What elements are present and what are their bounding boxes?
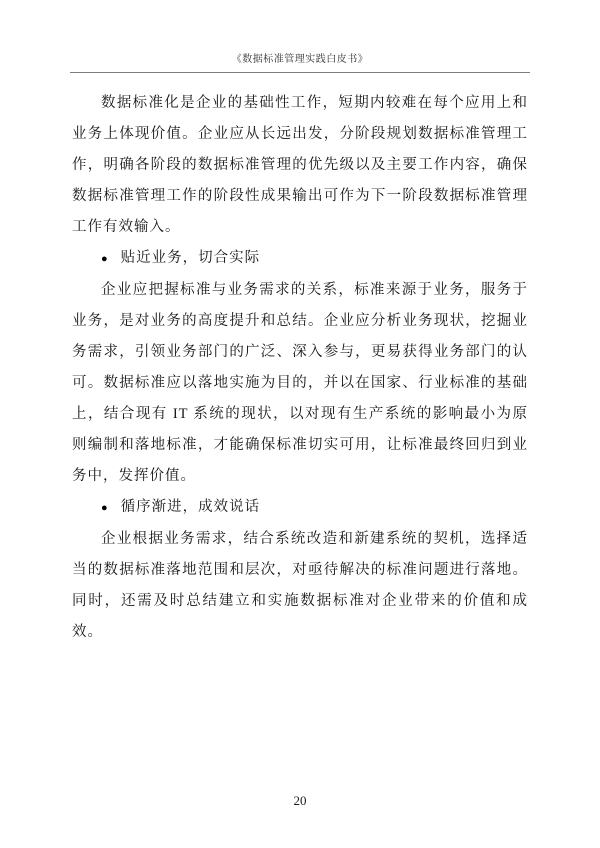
bullet-item: [72, 492, 528, 524]
paragraph: 企业根据业务需求，结合系统改造和新建系统的契机，选择适当的数据标准落地范围和层次，对亟待解决的标准问题进行落地。同时，还需及时总结建立和实施数据标准对企业带来的价值和成效。: [72, 531, 528, 640]
bullet-item-label: 循序渐进，成效说话: [120, 499, 261, 515]
bullet-item: [72, 243, 528, 275]
paragraph: 数据标准化是企业的基础性工作，短期内较难在每个应用上和业务上体现价值。企业应从长远出发，分阶段规划数据标准管理工作，明确各阶段的数据标准管理的优先级以及主要工作内容，确保数据标准管理工作的阶段性成果输出可作为下一阶段数据标准管理工作有效输入。: [72, 95, 528, 235]
page-content: [72, 88, 528, 648]
document-title: 《数据标准管理实践白皮书》: [231, 54, 369, 65]
page-footer: [0, 792, 600, 810]
header-rule: [70, 72, 530, 73]
bullet-dot-icon: ●: [101, 502, 109, 514]
page-number: 20: [293, 793, 307, 808]
page-header: [70, 52, 530, 81]
bullet-item-label: 贴近业务，切合实际: [120, 250, 261, 266]
paragraph: 企业应把握标准与业务需求的关系，标准来源于业务，服务于业务，是对业务的高度提升和总结。企业应分析业务现状，挖掘业务需求，引领业务部门的广泛、深入参与，更易获得业务部门的认可。数据标准应以落地实施为目的，并以在国家、行业标准的基础上，结合现有 IT 系统的现状，以对现有生产系统的影响最小为原则编制和落地标准，才能确保标准切实可用，让标准最终回归到业务中，发挥价值。: [72, 282, 528, 484]
bullet-dot-icon: ●: [101, 253, 109, 265]
